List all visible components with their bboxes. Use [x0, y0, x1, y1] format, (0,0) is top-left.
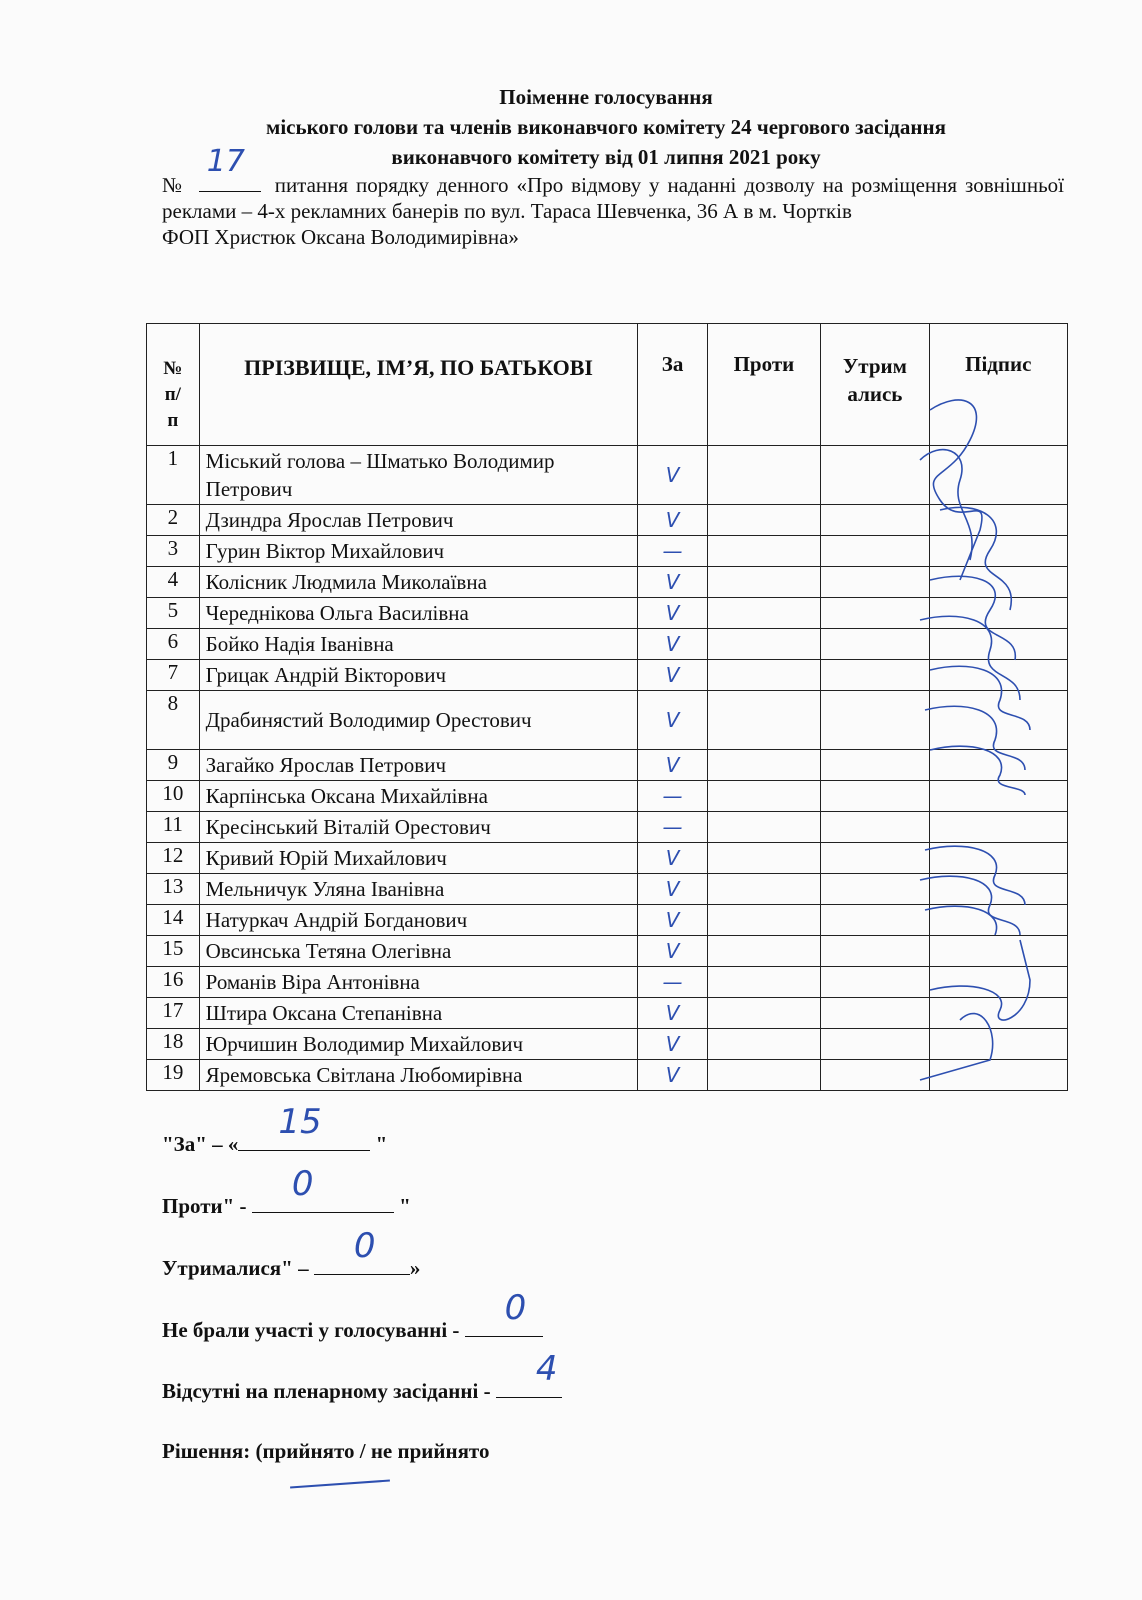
summary-absent — [162, 1349, 562, 1404]
row-number: 12 — [147, 843, 200, 874]
row-number: 18 — [147, 1029, 200, 1060]
summary-abstained — [162, 1226, 421, 1281]
row-number: 16 — [147, 967, 200, 998]
row-vote-for — [638, 874, 707, 905]
vote-mark: V — [665, 662, 680, 687]
summary-for-value: 15 — [278, 1102, 322, 1142]
summary-abstained-end: » — [409, 1256, 421, 1280]
row-name: Овсинська Тетяна Олегівна — [199, 936, 638, 967]
row-vote-for — [638, 1029, 707, 1060]
row-name: Грицак Андрій Вікторович — [199, 660, 638, 691]
row-vote-for — [638, 691, 707, 750]
summary-not-participated-label: Не брали участі у голосуванні - — [162, 1318, 465, 1342]
row-vote-for — [638, 998, 707, 1029]
row-number: 19 — [147, 1060, 200, 1091]
summary-absent-value: 4 — [535, 1349, 558, 1389]
header-number-part: п — [167, 410, 179, 431]
vote-mark: — — [662, 538, 683, 563]
header-abstained-part: ались — [847, 382, 903, 406]
row-number: 13 — [147, 874, 200, 905]
row-vote-for — [638, 536, 707, 567]
signatures-scribble — [900, 380, 1080, 1100]
vote-mark: V — [665, 845, 680, 870]
vote-mark: V — [665, 631, 680, 656]
header-number-part: п/ — [164, 384, 181, 405]
summary-against-blank — [252, 1164, 394, 1213]
row-name: Драбинястий Володимир Орестович — [199, 691, 638, 750]
row-vote-against — [707, 660, 821, 691]
vote-mark: — — [662, 783, 683, 808]
row-vote-for — [638, 781, 707, 812]
document-date-line: виконавчого комітету від 01 липня 2021 року — [391, 145, 821, 169]
row-vote-against — [707, 505, 821, 536]
vote-mark: V — [665, 462, 680, 487]
row-vote-for — [638, 843, 707, 874]
row-vote-against — [707, 629, 821, 660]
row-name: Кривий Юрій Михайлович — [199, 843, 638, 874]
row-vote-against — [707, 843, 821, 874]
agenda-item-text: питання порядку денного «Про відмову у наданні дозволу на розміщення зовнішньої реклами – 4-х рекламних банерів по вул. Тараса Шевченка, 36 А в м. Чортків — [162, 173, 1064, 223]
row-number: 2 — [147, 505, 200, 536]
row-vote-for — [638, 446, 707, 505]
handwritten-stroke — [290, 1480, 390, 1489]
number-field — [199, 144, 261, 192]
summary-against — [162, 1164, 411, 1219]
agenda-item-applicant: ФОП Христюк Оксана Володимирівна» — [162, 225, 519, 249]
summary-for-label: "За" – « — [162, 1132, 239, 1156]
row-vote-against — [707, 874, 821, 905]
vote-mark: V — [665, 707, 680, 732]
row-name: Череднікова Ольга Василівна — [199, 598, 638, 629]
row-vote-against — [707, 936, 821, 967]
row-vote-against — [707, 567, 821, 598]
summary-against-end: " — [393, 1194, 411, 1218]
summary-for-end: " — [370, 1132, 388, 1156]
row-number: 17 — [147, 998, 200, 1029]
row-vote-for — [638, 905, 707, 936]
vote-mark: V — [665, 876, 680, 901]
row-name: Дзиндра Ярослав Петрович — [199, 505, 638, 536]
row-vote-for — [638, 598, 707, 629]
row-number: 15 — [147, 936, 200, 967]
summary-against-label: Проти" - — [162, 1194, 252, 1218]
vote-mark: — — [662, 969, 683, 994]
row-vote-for — [638, 750, 707, 781]
vote-mark: V — [665, 569, 680, 594]
vote-mark: — — [662, 814, 683, 839]
summary-not-participated — [162, 1288, 543, 1343]
summary-abstained-blank — [314, 1226, 410, 1275]
summary-not-participated-value: 0 — [504, 1288, 527, 1328]
row-number: 8 — [147, 691, 200, 750]
row-vote-against — [707, 998, 821, 1029]
summary-for — [162, 1102, 388, 1157]
row-name: Гурин Віктор Михайлович — [199, 536, 638, 567]
summary-not-participated-blank — [465, 1288, 543, 1337]
header-number — [147, 324, 200, 446]
row-vote-against — [707, 598, 821, 629]
vote-mark: V — [665, 1031, 680, 1056]
row-name: Загайко Ярослав Петрович — [199, 750, 638, 781]
number-prefix: № — [162, 173, 185, 197]
row-name: Бойко Надія Іванівна — [199, 629, 638, 660]
row-number: 14 — [147, 905, 200, 936]
row-vote-against — [707, 905, 821, 936]
row-name: Мельничук Уляна Іванівна — [199, 874, 638, 905]
row-name: Кресінський Віталій Орестович — [199, 812, 638, 843]
header-abstained-part: Утрим — [842, 354, 907, 378]
row-vote-for — [638, 505, 707, 536]
row-name: Карпінська Оксана Михайлівна — [199, 781, 638, 812]
document-subtitle: міського голови та членів виконавчого комітету 24 чергового засідання — [266, 115, 946, 139]
row-vote-against — [707, 446, 821, 505]
row-vote-against — [707, 967, 821, 998]
header-signature: Підпис — [929, 324, 1067, 446]
summary-absent-label: Відсутні на пленарному засіданні - — [162, 1379, 496, 1403]
vote-mark: V — [665, 507, 680, 532]
row-number: 5 — [147, 598, 200, 629]
row-vote-for — [638, 629, 707, 660]
vote-mark: V — [665, 752, 680, 777]
row-number: 9 — [147, 750, 200, 781]
summary-decision: Рішення: (прийнято / не прийнято — [162, 1439, 490, 1463]
row-number: 4 — [147, 567, 200, 598]
vote-mark: V — [665, 600, 680, 625]
row-vote-against — [707, 691, 821, 750]
row-name: Натуркач Андрій Богданович — [199, 905, 638, 936]
summary-against-value: 0 — [291, 1164, 314, 1204]
row-name: Яремовська Світлана Любомирівна — [199, 1060, 638, 1091]
row-vote-for — [638, 1060, 707, 1091]
document-title: Поіменне голосування — [499, 85, 713, 109]
row-vote-for — [638, 567, 707, 598]
row-number: 7 — [147, 660, 200, 691]
vote-mark: V — [665, 938, 680, 963]
row-vote-against — [707, 536, 821, 567]
row-vote-against — [707, 781, 821, 812]
header-against: Проти — [707, 324, 821, 446]
row-vote-for — [638, 812, 707, 843]
handwritten-number: 17 — [206, 144, 245, 179]
row-vote-for — [638, 936, 707, 967]
summary-for-blank — [238, 1102, 370, 1151]
summary-abstained-value: 0 — [353, 1226, 376, 1266]
header-name: ПРІЗВИЩЕ, ІМ’Я, ПО БАТЬКОВІ — [199, 324, 638, 446]
row-number: 11 — [147, 812, 200, 843]
row-name: Міський голова – Шматько Володимир Петрович — [199, 446, 638, 505]
row-name: Колісник Людмила Миколаївна — [199, 567, 638, 598]
vote-mark: V — [665, 1062, 680, 1087]
row-name: Юрчишин Володимир Михайлович — [199, 1029, 638, 1060]
row-name: Романів Віра Антонівна — [199, 967, 638, 998]
vote-mark: V — [665, 907, 680, 932]
summary-absent-blank — [496, 1349, 562, 1398]
row-number: 10 — [147, 781, 200, 812]
row-number: 3 — [147, 536, 200, 567]
header-number-part: № — [163, 358, 183, 379]
row-name: Штира Оксана Степанівна — [199, 998, 638, 1029]
row-number: 6 — [147, 629, 200, 660]
row-number: 1 — [147, 446, 200, 505]
row-vote-against — [707, 750, 821, 781]
row-vote-against — [707, 1060, 821, 1091]
summary-abstained-label: Утрималися" – — [162, 1256, 314, 1280]
header-for: За — [638, 324, 707, 446]
row-vote-against — [707, 812, 821, 843]
vote-mark: V — [665, 1000, 680, 1025]
row-vote-against — [707, 1029, 821, 1060]
row-vote-for — [638, 967, 707, 998]
row-vote-for — [638, 660, 707, 691]
